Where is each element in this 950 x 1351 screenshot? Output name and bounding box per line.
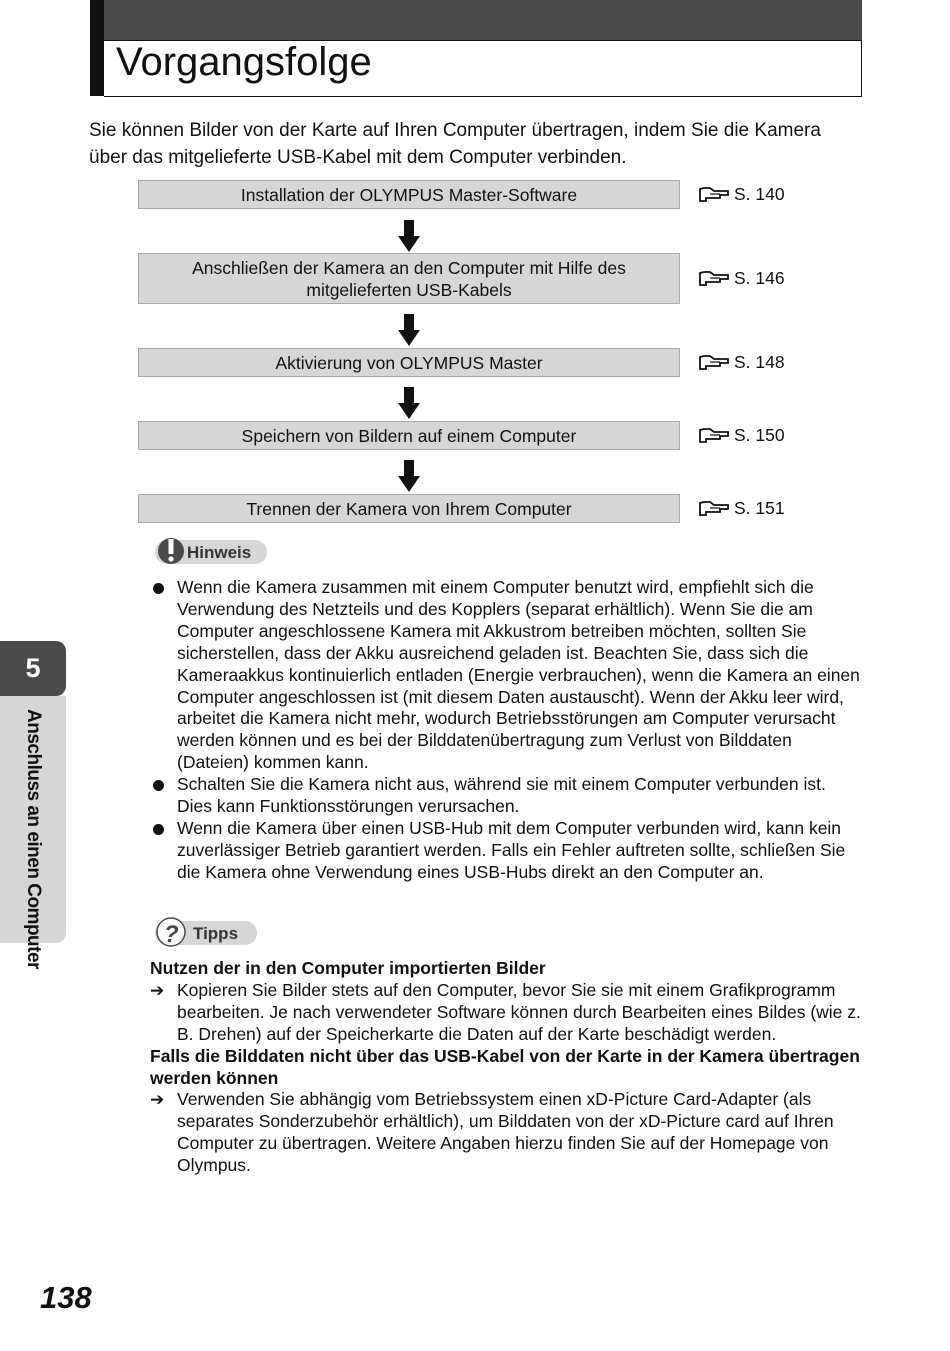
- step-5: Trennen der Kamera von Ihrem Computer: [138, 494, 680, 523]
- step-1-ref[interactable]: [698, 183, 785, 205]
- pointing-hand-icon: [698, 269, 732, 287]
- step-5-ref-label: S. 151: [734, 498, 785, 518]
- note-text: Wenn die Kamera über einen USB-Hub mit dem Computer verbunden wird, kann kein zuverlässiger Betrieb garantiert werden. Falls ein Fehler auftreten sollte, schließen Sie die Kamera ohne Verwendung eines USB-Hubs direkt an den Computer an.: [177, 817, 846, 882]
- tipps-label: Tipps: [193, 924, 239, 943]
- list-item: [150, 577, 862, 774]
- tipps-item: [150, 1089, 862, 1177]
- hinweis-badge: [153, 536, 269, 566]
- bullet-icon: [153, 824, 164, 835]
- note-text: Schalten Sie die Kamera nicht aus, während sie mit einem Computer verbunden ist. Dies kann Funktionsstörungen verursachen.: [177, 774, 826, 817]
- intro-text: Sie können Bilder von der Karte auf Ihren Computer übertragen, indem Sie die Kamera über das mitgelieferte USB-Kabel mit dem Computer verbinden.: [89, 120, 821, 168]
- step-2: Anschließen der Kamera an den Computer mit Hilfe des mitgelieferten USB-Kabels: [138, 253, 680, 304]
- tipps-heading: Nutzen der in den Computer importierten Bilder: [150, 958, 546, 978]
- pointing-hand-icon: [698, 353, 732, 371]
- arrow-right-icon: ➔: [150, 1090, 165, 1110]
- tipps-section: [150, 958, 862, 1177]
- bullet-icon: [153, 583, 164, 594]
- step-3-ref[interactable]: [698, 351, 785, 373]
- pointing-hand-icon: [698, 185, 732, 203]
- bullet-icon: [153, 780, 164, 791]
- tipps-text: Kopieren Sie Bilder stets auf den Computer, bevor Sie sie mit einem Grafikprogramm bearbeiten. Je nach verwendeter Software können durch Bearbeiten eines Bildes (wie z. B. Drehen) auf der Speicherkarte die Daten auf der Karte beschädigt werden.: [177, 979, 861, 1044]
- tipps-item: [150, 980, 862, 1046]
- step-3: Aktivierung von OLYMPUS Master: [138, 348, 680, 377]
- step-4: Speichern von Bildern auf einem Computer: [138, 421, 680, 450]
- chapter-label: Anschluss an einen Computer: [23, 709, 44, 969]
- down-arrow-icon: [398, 220, 420, 252]
- page-title: Vorgangsfolge: [116, 40, 372, 84]
- header-bar: [90, 0, 862, 40]
- pointing-hand-icon: [698, 426, 732, 444]
- step-1: Installation der OLYMPUS Master-Software: [138, 180, 680, 209]
- list-item: [150, 818, 862, 884]
- tipps-badge: [153, 916, 259, 948]
- note-text: Wenn die Kamera zusammen mit einem Computer benutzt wird, empfiehlt sich die Verwendung des Netzteils und des Kopplers (separat erhältlich). Wenn Sie die am Computer angeschlossene Kamera mit Akkustrom betreiben möchten, sollten Sie sicherstellen, dass der Akku ausreichend geladen ist. Beachten Sie, dass sich die Kameraakkus kontinuierlich entladen (Energie verbrauchen), wenn die Kamera an einen Computer angeschlossen ist (mit diesem Daten austauscht). Wenn der Akku leer wird, arbeitet die Kamera nicht mehr, wodurch Betriebsstörungen am Computer verursacht werden können und es bei der Bilddatenübertragung zum Verlust von Bilddaten (Dateien) kommen kann.: [177, 577, 860, 773]
- pointing-hand-icon: [698, 499, 732, 517]
- step-5-ref[interactable]: [698, 497, 785, 519]
- step-2-ref-label: S. 146: [734, 268, 785, 288]
- hinweis-list: [150, 577, 862, 884]
- down-arrow-icon: [398, 387, 420, 419]
- chapter-tab: [0, 641, 66, 969]
- tipps-heading: Falls die Bilddaten nicht über das USB-Kabel von der Karte in der Kamera übertragen werden können: [150, 1045, 860, 1088]
- step-3-ref-label: S. 148: [734, 352, 785, 372]
- list-item: [150, 774, 862, 818]
- step-2-ref[interactable]: [698, 267, 785, 289]
- header-spine: [90, 0, 104, 96]
- step-4-ref-label: S. 150: [734, 425, 785, 445]
- down-arrow-icon: [398, 460, 420, 492]
- step-1-ref-label: S. 140: [734, 184, 785, 204]
- down-arrow-icon: [398, 314, 420, 346]
- tipps-text: Verwenden Sie abhängig vom Betriebssystem einen xD-Picture Card-Adapter (als separates Sonderzubehör erhältlich), um Bilddaten von der xD-Picture card auf Ihren Computer zu übertragen. Weitere Angaben hierzu finden Sie auf der Homepage von Olympus.: [177, 1089, 834, 1176]
- svg-text:?: ?: [164, 921, 179, 948]
- page-header: [90, 0, 862, 96]
- chapter-number: 5: [0, 641, 66, 696]
- step-4-ref[interactable]: [698, 424, 785, 446]
- arrow-right-icon: ➔: [150, 980, 165, 1000]
- page-number: 138: [40, 1280, 92, 1315]
- hinweis-label: Hinweis: [187, 543, 252, 562]
